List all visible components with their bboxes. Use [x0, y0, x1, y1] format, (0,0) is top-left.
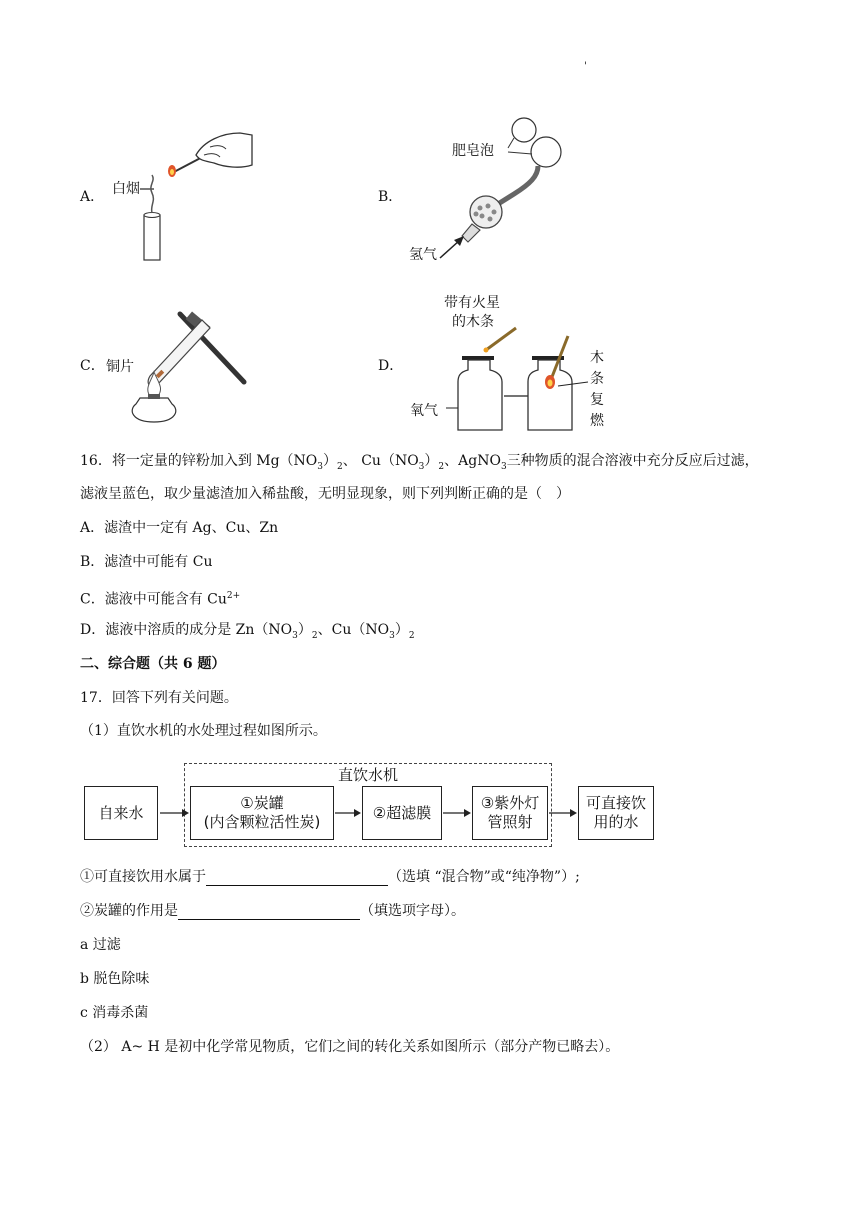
q16-option-d-paren-b: ）	[394, 622, 409, 638]
q16-paren-b: ）	[424, 453, 439, 469]
q17-part2: （2） A~ H 是初中化学常见物质，它们之间的转化关系如图所示（部分产物已略去）。	[80, 1039, 620, 1055]
q17-sub1-answer-blank[interactable]	[206, 869, 388, 886]
q16-option-c-sup: 2+	[226, 591, 241, 601]
flow-box-drinkable-water-line2: 用的水	[593, 813, 639, 831]
figure-d-side-1: 木	[590, 350, 604, 366]
flow-box-uv-lamp-line1: ③紫外灯	[480, 794, 540, 812]
q16-option-d-sub-a: 3	[292, 630, 298, 641]
figure-d-gas-label: 氧气	[410, 403, 438, 419]
figure-b-hydrogen-bubble-illustration	[410, 112, 580, 272]
q17-choice-a: a 过滤	[80, 937, 121, 953]
q17-stem: 17．回答下列有关问题。	[80, 690, 238, 706]
q16-option-d-sub-c: 3	[389, 630, 395, 641]
page-mark: '	[584, 61, 587, 72]
figure-d-top-label-2: 的木条	[452, 314, 494, 330]
q16-sub-a: 3	[317, 461, 324, 472]
q17-choice-b: b 脱色除味	[80, 971, 150, 987]
figure-d-side-3: 复	[590, 392, 604, 408]
figure-b-letter: B．	[378, 189, 403, 205]
q17-sub2-prefix: ②炭罐的作用是	[80, 903, 178, 919]
flow-box-drinkable-water-line1: 可直接饮	[585, 794, 646, 812]
q16-option-b: B．滤渣中可能有 Cu	[80, 554, 213, 570]
flow-machine-title: 直饮水机	[338, 766, 399, 784]
q16-sub-c: 3	[418, 461, 425, 472]
figure-c-copper-heating-illustration	[110, 300, 260, 430]
flow-box-carbon-tank-line1: ①炭罐	[240, 794, 284, 812]
flow-box-carbon-tank-line2: (内含颗粒活性炭)	[203, 813, 321, 831]
figure-a-label: 白烟	[112, 181, 140, 197]
q16-text-d: 三种物质的混合溶液中充分反应后过滤，	[506, 453, 759, 469]
q17-choice-c: c 消毒杀菌	[80, 1005, 149, 1021]
q17-part1: （1）直饮水机的水处理过程如图所示。	[80, 723, 327, 739]
q17-sub2-suffix: （填选项字母）。	[360, 903, 465, 919]
q16-line2: 滤液呈蓝色，取少量滤渣加入稀盐酸，无明显现象，则下列判断正确的是（ ）	[80, 486, 570, 502]
q16-text-c: 、AgNO	[444, 453, 501, 469]
figure-d-side-4: 燃	[590, 413, 604, 429]
figure-d-top-label-1: 带有火星	[444, 295, 500, 311]
q16-option-d-sub-b: 2	[311, 630, 318, 641]
q16-sub-b: 2	[337, 461, 343, 472]
q16-option-d-paren-a: ）	[297, 622, 312, 638]
flow-box-drinkable-water	[578, 786, 654, 840]
q16-option-d-sub-d: 2	[408, 630, 415, 641]
q17-sub1-prefix: ①可直接饮用水属于	[80, 869, 206, 885]
figure-c-label: 铜片	[106, 359, 134, 375]
q16-sub-e: 3	[500, 461, 507, 472]
q16-sub-d: 2	[438, 461, 445, 472]
figure-b-gas-label: 氢气	[409, 247, 437, 263]
flow-box-ultrafilter-label: ②超滤膜	[372, 803, 432, 822]
figure-d-side-2: 条	[590, 371, 604, 387]
q17-sub1	[80, 868, 580, 886]
q16-text-a: 16．将一定量的锌粉加入到 Mg（NO	[80, 453, 318, 469]
section-2-heading: 二、综合题（共 6 题）	[80, 656, 226, 672]
figure-d-oxygen-test-illustration	[440, 320, 600, 432]
q17-sub2-answer-blank[interactable]	[178, 903, 360, 920]
figure-a-candle-illustration	[100, 125, 260, 265]
q16-paren-a: ）	[323, 453, 338, 469]
flow-box-tap-water	[84, 786, 158, 840]
flow-arrows	[158, 803, 582, 823]
q16-option-d	[80, 621, 415, 645]
q17-sub2	[80, 902, 465, 920]
q16-option-d-text-a: D．滤液中溶质的成分是 Zn（NO	[80, 622, 293, 638]
figure-d-letter: D．	[378, 358, 404, 374]
flow-box-tap-water-label: 自来水	[98, 803, 144, 822]
q17-sub1-suffix: （选填 “混合物”或“纯净物”）;	[388, 869, 580, 885]
q16-option-a: A．滤渣中一定有 Ag、Cu、Zn	[80, 520, 279, 536]
q16-text-b: 、 Cu（NO	[342, 453, 419, 469]
q16-option-d-text-b: 、Cu（NO	[317, 622, 390, 638]
figure-c-letter: C．	[80, 358, 105, 374]
flow-box-uv-lamp-line2: 管照射	[487, 813, 533, 831]
q16-option-c	[80, 587, 240, 609]
q16-option-c-text: C．滤液中可能含有 Cu	[80, 591, 227, 608]
figure-b-bubble-label: 肥皂泡	[452, 143, 494, 159]
figure-a-letter: A．	[80, 189, 105, 205]
q16-line1	[80, 452, 759, 476]
